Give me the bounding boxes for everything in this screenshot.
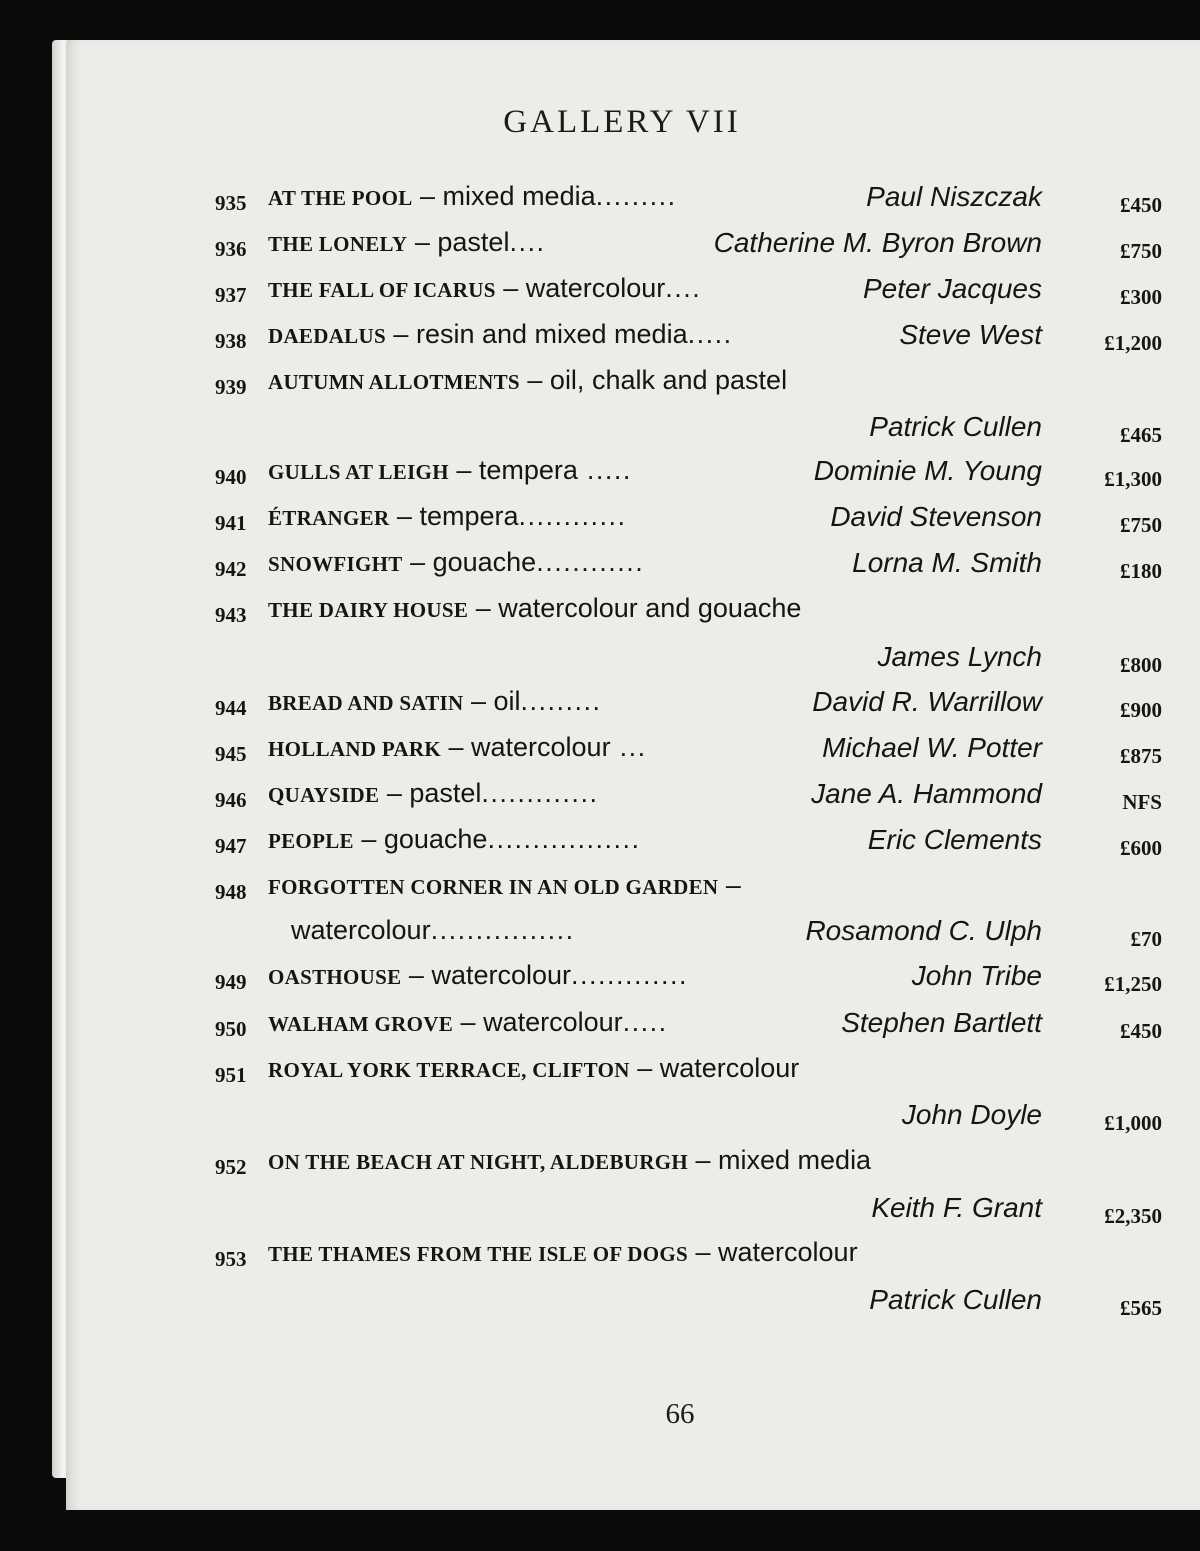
entry-line	[0, 915, 1200, 955]
entry-medium: mixed media	[718, 1145, 872, 1175]
entry-description	[268, 732, 647, 763]
entry-title: WALHAM GROVE	[268, 1012, 454, 1036]
entry-artist: Rosamond C. Ulph	[805, 915, 1042, 946]
entry-description	[268, 1237, 858, 1268]
entry-line	[0, 455, 1200, 495]
entry-separator: –	[519, 365, 550, 395]
entry-line	[0, 1192, 1200, 1232]
leader-dots: ....	[665, 273, 702, 303]
entry-line	[0, 960, 1200, 1000]
entry-separator: –	[687, 1237, 718, 1267]
entry-title: PEOPLE	[268, 829, 354, 853]
page-number: 66	[665, 1398, 695, 1430]
entry-medium: watercolour	[431, 960, 572, 990]
entry-artist: Paul Niszczak	[866, 181, 1042, 212]
entry-separator: –	[379, 778, 410, 808]
entry-medium: watercolour	[483, 1007, 623, 1037]
entry-description	[268, 686, 602, 717]
entry-number: 946	[215, 788, 247, 812]
entry-number: 950	[215, 1017, 247, 1041]
entry-separator: –	[440, 732, 471, 762]
entry-price: £2,350	[1104, 1204, 1162, 1228]
entry-price: £600	[1120, 836, 1162, 860]
entry-price: £1,200	[1104, 331, 1162, 355]
entry-description	[268, 593, 801, 624]
entry-price: £300	[1120, 285, 1162, 309]
entry-price: £565	[1120, 1296, 1162, 1320]
entry-description	[268, 960, 688, 991]
entry-price: £900	[1120, 698, 1162, 722]
entry-medium: resin and mixed media	[415, 319, 688, 349]
entry-price: £750	[1120, 513, 1162, 537]
entry-medium: pastel	[409, 778, 482, 808]
entry-description	[268, 547, 644, 578]
entry-separator: –	[629, 1053, 660, 1083]
entry-artist: Catherine M. Byron Brown	[713, 227, 1042, 258]
entry-description	[268, 181, 677, 212]
entry-description	[268, 455, 632, 486]
entry-number: 940	[215, 465, 247, 489]
entry-line	[0, 870, 1200, 910]
entry-description	[268, 1053, 799, 1084]
entry-number: 952	[215, 1155, 247, 1179]
entry-title: THE FALL OF ICARUS	[268, 278, 496, 302]
entry-line	[0, 1053, 1200, 1093]
entry-line	[0, 1145, 1200, 1185]
entry-artist: David Stevenson	[830, 501, 1042, 532]
entry-separator: –	[448, 455, 479, 485]
entry-artist: Michael W. Potter	[822, 732, 1042, 763]
entry-line	[0, 227, 1200, 267]
entry-price: £750	[1120, 239, 1162, 263]
leader-dots: ............	[536, 547, 645, 577]
entry-line	[0, 319, 1200, 359]
entry-line	[0, 1284, 1200, 1324]
entry-number: 937	[215, 283, 247, 307]
entry-price: NFS	[1122, 790, 1162, 814]
entry-separator: –	[402, 547, 433, 577]
entry-title: AUTUMN ALLOTMENTS	[268, 370, 520, 394]
entry-price: £180	[1120, 559, 1162, 583]
entry-artist: Dominie M. Young	[813, 455, 1042, 486]
entry-artist: Jane A. Hammond	[811, 778, 1042, 809]
entry-title: GULLS AT LEIGH	[268, 460, 449, 484]
entry-line	[0, 593, 1200, 633]
entry-number: 941	[215, 511, 247, 535]
entry-title: OASTHOUSE	[268, 965, 402, 989]
entry-number: 939	[215, 375, 247, 399]
entry-line	[0, 273, 1200, 313]
entry-number: 949	[215, 970, 247, 994]
entry-number: 944	[215, 696, 247, 720]
entry-artist: Keith F. Grant	[871, 1192, 1042, 1223]
entry-artist: David R. Warrillow	[812, 686, 1042, 717]
entry-description	[268, 319, 733, 350]
entry-number: 951	[215, 1063, 247, 1087]
entry-number: 945	[215, 742, 247, 766]
entry-separator: –	[718, 870, 741, 900]
entry-medium: watercolour	[659, 1053, 800, 1083]
entry-separator: –	[385, 319, 416, 349]
entry-artist: Patrick Cullen	[869, 411, 1042, 442]
entry-separator: –	[389, 501, 420, 531]
entry-separator: –	[495, 273, 526, 303]
entry-line	[0, 686, 1200, 726]
entry-separator: –	[687, 1145, 719, 1175]
entry-line	[0, 1007, 1200, 1047]
entry-description	[268, 870, 741, 901]
entry-line	[0, 641, 1200, 681]
entry-price: £1,250	[1104, 972, 1162, 996]
entry-price: £1,300	[1104, 467, 1162, 491]
entry-title: AT THE POOL	[268, 186, 413, 210]
entry-artist: Steve West	[899, 319, 1042, 350]
entry-description	[268, 778, 598, 809]
entry-medium: gouache	[383, 824, 488, 854]
entry-medium: watercolour	[471, 732, 611, 762]
entry-price: £450	[1120, 1019, 1162, 1043]
entry-number: 947	[215, 834, 247, 858]
entry-medium: tempera	[478, 455, 578, 485]
entry-number: 948	[215, 880, 247, 904]
entry-title: SNOWFIGHT	[268, 552, 403, 576]
leader-dots: .....	[687, 319, 733, 349]
entry-price: £465	[1120, 423, 1162, 447]
entry-price: £800	[1120, 653, 1162, 677]
entry-description	[268, 1145, 871, 1176]
entry-price: £875	[1120, 744, 1162, 768]
entry-title: THE LONELY	[268, 232, 408, 256]
leader-dots: ................	[430, 915, 575, 945]
entry-title: BREAD AND SATIN	[268, 691, 464, 715]
entry-artist: John Tribe	[911, 960, 1042, 991]
entry-number: 953	[215, 1247, 247, 1271]
entry-description	[268, 501, 627, 532]
entry-line	[0, 824, 1200, 864]
entry-line	[0, 547, 1200, 587]
entry-description	[268, 365, 787, 396]
entry-medium: watercolour	[718, 1237, 858, 1267]
entry-separator: –	[453, 1007, 484, 1037]
leader-dots: .....	[577, 455, 632, 485]
entry-medium: oil, chalk and pastel	[549, 365, 788, 395]
entry-title: DAEDALUS	[268, 324, 386, 348]
entry-medium: tempera	[419, 501, 519, 531]
entry-artist: James Lynch	[877, 641, 1042, 672]
entry-medium: watercolour	[291, 915, 431, 945]
entry-separator: –	[412, 181, 443, 211]
entry-separator: –	[401, 960, 432, 990]
entry-number: 942	[215, 557, 247, 581]
leader-dots: .........	[595, 181, 677, 211]
entry-line	[0, 501, 1200, 541]
entry-medium: mixed media	[442, 181, 596, 211]
entry-line	[0, 732, 1200, 772]
entry-artist: Stephen Bartlett	[841, 1007, 1042, 1038]
leader-dots: ....	[509, 227, 546, 257]
leader-dots: ...	[610, 732, 647, 762]
entry-line	[0, 778, 1200, 818]
entry-title: HOLLAND PARK	[268, 737, 441, 761]
entry-price: £1,000	[1104, 1111, 1162, 1135]
entry-number: 938	[215, 329, 247, 353]
entry-separator: –	[463, 686, 494, 716]
entry-number: 935	[215, 191, 247, 215]
entry-title: ROYAL YORK TERRACE, CLIFTON	[268, 1058, 630, 1082]
entry-medium: gouache	[432, 547, 537, 577]
leader-dots: .....	[622, 1007, 668, 1037]
entry-line	[0, 1237, 1200, 1277]
entry-medium: pastel	[437, 227, 510, 257]
entry-price: £450	[1120, 193, 1162, 217]
entry-artist: Eric Clements	[867, 824, 1042, 855]
page-title: GALLERY VII	[503, 104, 741, 140]
entry-title: FORGOTTEN CORNER IN AN OLD GARDEN	[268, 875, 719, 899]
entry-description	[268, 1007, 668, 1038]
entry-medium: watercolour	[525, 273, 666, 303]
entry-title: QUAYSIDE	[268, 783, 380, 807]
entry-artist: John Doyle	[901, 1099, 1042, 1130]
entry-price: £70	[1130, 927, 1162, 951]
entry-title: THE DAIRY HOUSE	[268, 598, 469, 622]
entry-description	[291, 915, 575, 946]
entry-separator: –	[353, 824, 384, 854]
entry-medium: watercolour and gouache	[498, 593, 802, 623]
entry-artist: Peter Jacques	[863, 273, 1042, 304]
entry-line	[0, 365, 1200, 405]
entry-artist: Lorna M. Smith	[852, 547, 1042, 578]
entry-artist: Patrick Cullen	[869, 1284, 1042, 1315]
entry-number: 943	[215, 603, 247, 627]
leader-dots: .............	[481, 778, 599, 808]
entry-line	[0, 1099, 1200, 1139]
entry-description	[268, 273, 701, 304]
entry-separator: –	[407, 227, 438, 257]
entry-title: ON THE BEACH AT NIGHT, ALDEBURGH	[268, 1150, 688, 1174]
entry-number: 936	[215, 237, 247, 261]
entry-line	[0, 181, 1200, 221]
entry-title: THE THAMES FROM THE ISLE OF DOGS	[268, 1242, 688, 1266]
entry-line	[0, 411, 1200, 451]
entry-title: ÉTRANGER	[268, 506, 390, 530]
leader-dots: .................	[487, 824, 641, 854]
entry-description	[268, 824, 640, 855]
entry-separator: –	[468, 593, 499, 623]
leader-dots: .........	[520, 686, 602, 716]
entry-description	[268, 227, 545, 258]
entry-medium: oil	[493, 686, 521, 716]
leader-dots: .............	[571, 960, 689, 990]
leader-dots: ............	[518, 501, 627, 531]
